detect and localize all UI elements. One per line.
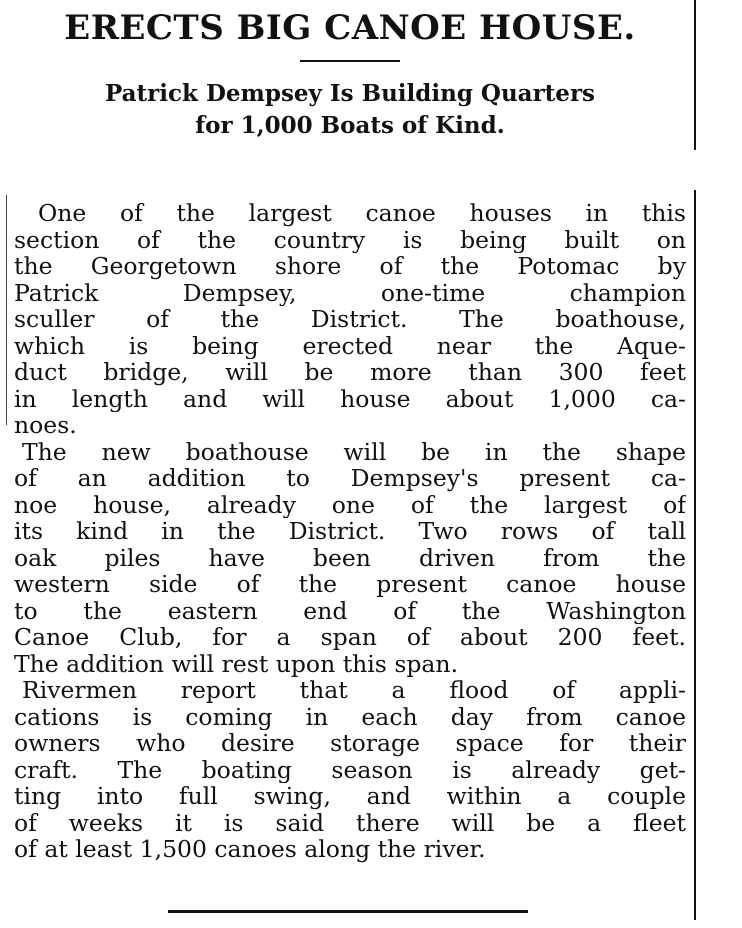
- text-line: Patrick Dempsey, one-time champion: [14, 279, 686, 306]
- headline: ERECTS BIG CANOE HOUSE.: [64, 8, 636, 48]
- text-line: craft. The boating season is already get-: [14, 756, 686, 783]
- text-line: to the eastern end of the Washington: [14, 597, 686, 624]
- text-line: ting into full swing, and within a couple: [14, 783, 686, 810]
- paragraph-3: [14, 677, 686, 863]
- subheadline-line: Patrick Dempsey Is Building Quarters: [104, 80, 596, 107]
- end-rule: [168, 910, 528, 913]
- text-line: noe house, already one of the largest of: [14, 491, 686, 518]
- column-rule-left-body: [6, 195, 7, 425]
- text-line: Rivermen report that a flood of appli-: [22, 677, 686, 704]
- text-line: of weeks it is said there will be a fleet: [14, 809, 686, 836]
- text-line: The new boathouse will be in the shape: [22, 438, 686, 465]
- paragraph-1: [14, 200, 686, 439]
- article-body: [14, 200, 686, 863]
- subheadline-line: for 1,000 Boats of Kind.: [195, 112, 505, 139]
- text-line: of an addition to Dempsey's present ca-: [14, 465, 686, 492]
- headline-rule: [300, 60, 400, 62]
- text-line: One of the largest canoe houses in this: [38, 200, 686, 227]
- text-line: in length and will house about 1,000 ca-: [14, 385, 686, 412]
- text-line: noes.: [14, 412, 77, 439]
- text-line: The addition will rest upon this span.: [14, 650, 459, 677]
- text-line: the Georgetown shore of the Potomac by: [14, 253, 686, 280]
- paragraph-2: [14, 439, 686, 678]
- text-line: of at least 1,500 canoes along the river.: [14, 836, 486, 863]
- text-line: oak piles have been driven from the: [14, 544, 686, 571]
- subheadline: [10, 78, 690, 142]
- text-line: western side of the present canoe house: [14, 571, 686, 598]
- text-line: cations is coming in each day from canoe: [14, 703, 686, 730]
- column-rule-right-body: [694, 190, 696, 920]
- text-line: which is being erected near the Aque-: [14, 332, 686, 359]
- text-line: section of the country is being built on: [14, 226, 686, 253]
- column-rule-right-top: [694, 0, 696, 150]
- text-line: its kind in the District. Two rows of tall: [14, 518, 686, 545]
- text-line: Canoe Club, for a span of about 200 feet.: [14, 624, 686, 651]
- text-line: owners who desire storage space for their: [14, 730, 686, 757]
- text-line: duct bridge, will be more than 300 feet: [14, 359, 686, 386]
- text-line: sculler of the District. The boathouse,: [14, 306, 686, 333]
